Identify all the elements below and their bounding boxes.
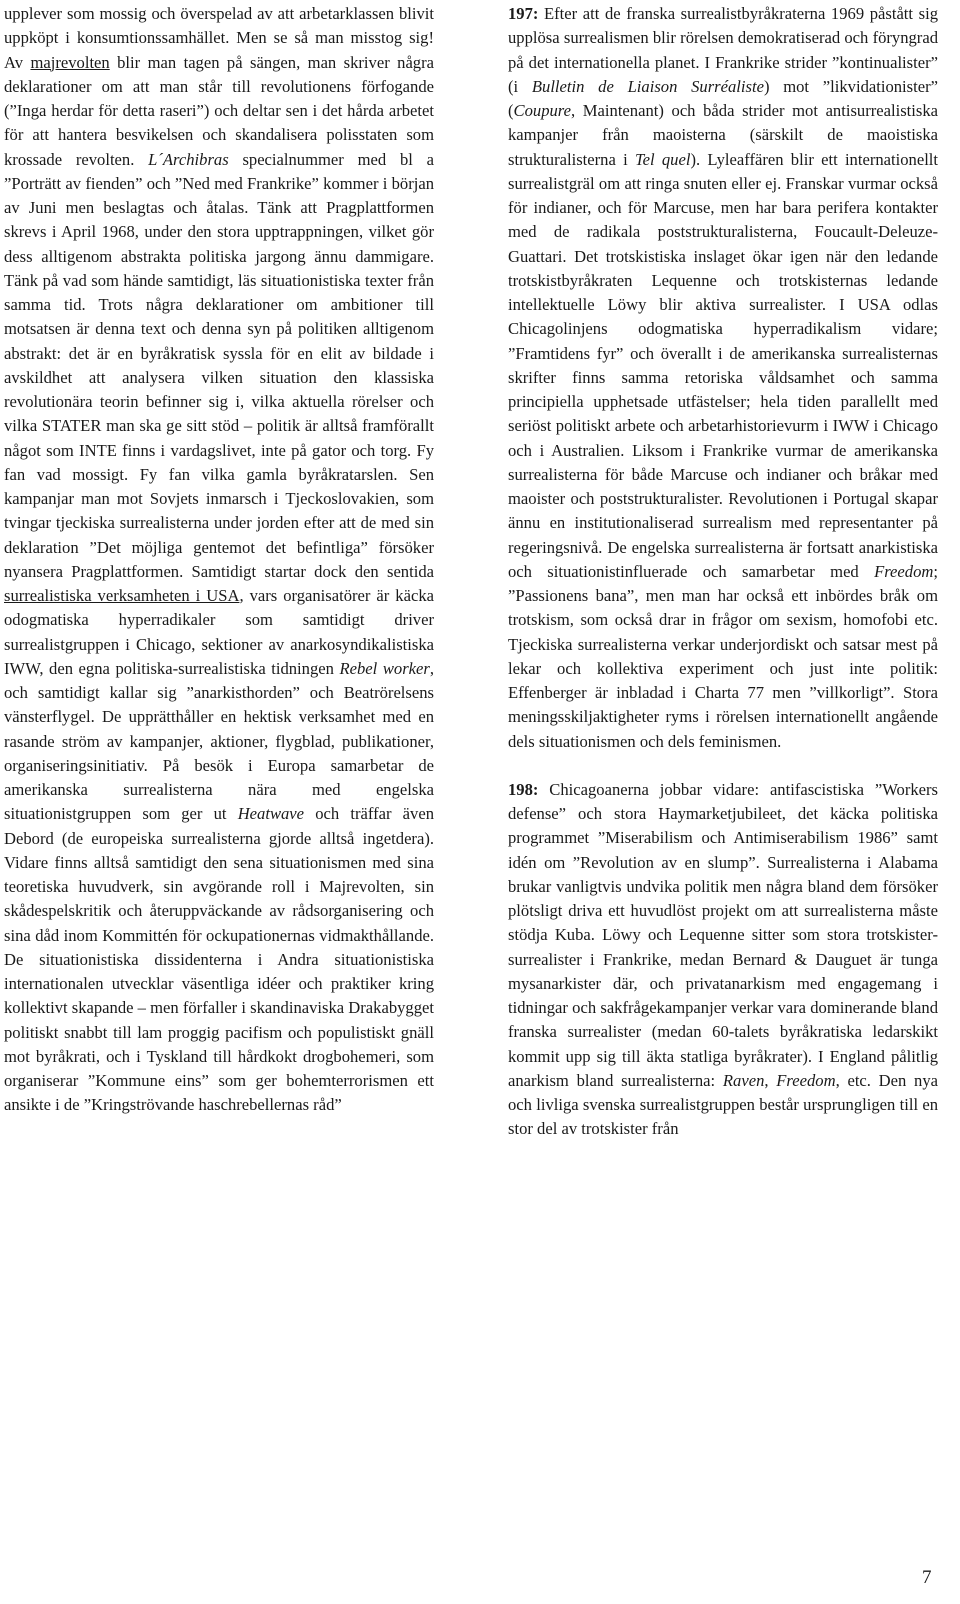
publication-title: L´Archibras (148, 149, 229, 169)
page-number: 7 (922, 1567, 932, 1588)
decade-label: 197 (508, 4, 533, 23)
publication-title: Heatwave (237, 804, 305, 824)
publication-title: Raven (722, 1070, 765, 1090)
section-1970s: 197: Efter att de franska surrealistbyråkraterna 1969 påstått sig upplösa surrealismen blir rörelsen demokratiserad och föryngrad på det internationella planet. I Frankrike strider ”kontinualister” (i Bulletin de Liaison Surréaliste) mot ”likvidationister” (Coupure, Maintenant) och båda strider mot antisurrealistiska kampanjer från maoisterna (särskilt de maoistiska strukturalisterna i Tel quel). Lyleaffären blir ett internationellt surrealistgräl om att ringa snuten eller ej. Franskar vurmar också för indianer, och för Marcuse, men har bara perifera kontakter med de radikala poststrukturalisterna, Foucault-Deleuze-Guattari. Det trotskistiska inslaget ökar igen när den ledande trotskistbyråkraten Lequenne och trotskisternas ledande intellektuelle Löwy blir aktiva surrealister. I USA odlas Chicagolinjens odogmatiska hyperradikalism vidare; ”Framtidens fyr” och överallt i de amerikanska surrealisternas skrifter finns samma retoriska våldsamhet och samma principiella upphetsade utfästelser; hela tiden parallellt med seriöst politiskt arbete och arbetarhistorievurm i IWW i Chicago och i Australien. Liksom i Frankrike vurmar de amerikanska surrealisterna för både Marcuse och indianer och bråkar med maoister och poststrukturalister. Revolutionen i Portugal skapar ännu en institutionaliserad surrealism med representanter på regeringsnivå. De engelska surrealisterna är fortsatt anarkistiska och situationistinfluerade och samarbetar med Freedom; ”Passionens bana”, men man har också ett inbördes bråk om trotskism, som också drar in frågor om sexism, homofobi etc. Tjeckiska surrealisterna verkar underjordiskt och satsar mest på lekar och kollektiva experiment och just inte politik: Effenberger är inbladad i Charta 77 men ”villkorligt”. Stora meningsskiljaktigheter ryms i rörelsen internationellt angående dels situationismen och dels feminismen. (508, 4, 939, 751)
underlined-term: majrevolten (30, 52, 110, 72)
publication-title: Freedom (776, 1070, 836, 1090)
decade-label: 198 (508, 779, 533, 799)
publication-title: Freedom (874, 561, 934, 581)
left-column (4, 2, 434, 1118)
body-paragraph: upplever som mossig och överspelad av att arbetarklassen blivit uppköpt i konsumtionssamhället. Men se så man misstog sig! Av majrevolten blir man tagen på sängen, man skriver några deklarationer om att man står till revolutionens förfogande (”Inga herdar för detta raseri”) och deltar sen i det hårda arbetet för att hantera besvikelsen och skandalisera polisstaten som krossade revolten. L´Archibras specialnummer med bl a ”Porträtt av fienden” och ”Ned med Frankrike” kommer i början av Juni men beslagtas och åtalas. Tänk att Pragplattformen skrevs i April 1968, under den stora upptrappningen, vilket gör dess alltigenom abstrakta politiska jargong ännu dammigare. Tänk på vad som hände samtidigt, läs situationistiska texter från samma tid. Trots några deklarationer om ambitioner till motsatsen är denna text och denna syn på politiken alltigenom abstrakt: det är en byråkratisk syssla för en elit av bildade i avskildhet att analysera vilken situation den klassiska revolutionära teorin befinner sig i, vilka aktuella rörelser och vilka STATER man ska ge sitt stöd – politik är alltså framförallt något som INTE finns i vardagslivet, inte på gator och torg. Fy fan vad mossigt. Fy fan vilka gamla byråkratarslen. Sen kampanjar man mot Sovjets inmarsch i Tjeckoslovakien, som tvingar tjeckiska surrealisterna under jorden efter att de med sin deklaration ”Det möjliga gentemot det befintliga” försöker nyansera Pragplattformen. Samtidigt startar dock den sentida surrealistiska verksamheten i USA, vars organisatörer är käcka odogmatiska hyperradikaler som samtidigt driver surrealistgruppen i Chicago, sektioner av anarkosyndikalistiska IWW, den egna politiska-surrealistiska tidningen Rebel worker, och samtidigt kallar sig ”anarkisthorden” och Beatrörelsens vänsterflygel. De upprätthåller en hektisk verksamhet med en rasande ström av kampanjer, aktioner, flygblad, publikationer, organiseringsinitiativ. På besök i Europa samarbetar de amerikanska surrealisterna nära med engelska situationistgruppen som ger ut Heatwave och träffar även Debord (de europeiska surrealisterna gjorde alltså ingetdera). Vidare finns alltså samtidigt den sena situationismen med sina teoretiska huvudverk, sin avgörande roll i Majrevolten, sin skådespelskritik och återuppväckande av rådsorganisering och sina dåd inom Kommittén för ockupationernas vidmakthållande. De situationistiska dissidenterna i Andra situationistiska internationalen utvecklar väsentliga idéer och praktiker kring kollektivt skapande – men förfaller i skandinaviska Drakabygget politiskt snabbt till lam proggig pacifism och populistiskt gnäll mot byråkrati, och i Tyskland till hårdkokt drogbohemeri, som organiserar ”Kommune eins” som ger bohemterrorismen ett ansikte i de ”Kringströvande haschrebellernas råd” (4, 4, 435, 1115)
underlined-term: surrealistiska verksamheten i USA (4, 586, 240, 605)
publication-title: Coupure (513, 101, 571, 120)
section-1980s: 198: Chicagoanerna jobbar vidare: antifascistiska ”Workers defense” och stora Haymarketjubileet, det käcka politiska programmet ”Miserabilism och Antimiserabilism 1986” samt idén om ”Revolution av en slump”. Surrealisterna i Alabama brukar vanligtvis undvika politik men några bland dem försöker plötsligt driva ett huvudlöst projekt om att surrealisterna måste stödja Kuba. Löwy och Lequenne sitter som stora trotskister-surrealister i Frankrike, medan Bernard & Dauguet är tunga mysanarkister där, och privatanarkism med engagemang i tidningar och sakfrågekampanjer verkar vara dominerande bland franska surrealister (medan 60-talets byråkratiska ledarskikt kommit upp sig till äkta statliga byråkrater). I England pålitlig anarkism bland surrealisterna: Raven, Freedom, etc. Den nya och livliga svenska surrealistgruppen består ursprungligen till en stor del av trotskister från (508, 779, 939, 1139)
publication-title: Tel quel (634, 149, 691, 169)
right-column (508, 2, 938, 1142)
publication-title: Bulletin de Liaison Surréaliste (531, 76, 764, 96)
publication-title: Rebel worker (339, 658, 430, 678)
